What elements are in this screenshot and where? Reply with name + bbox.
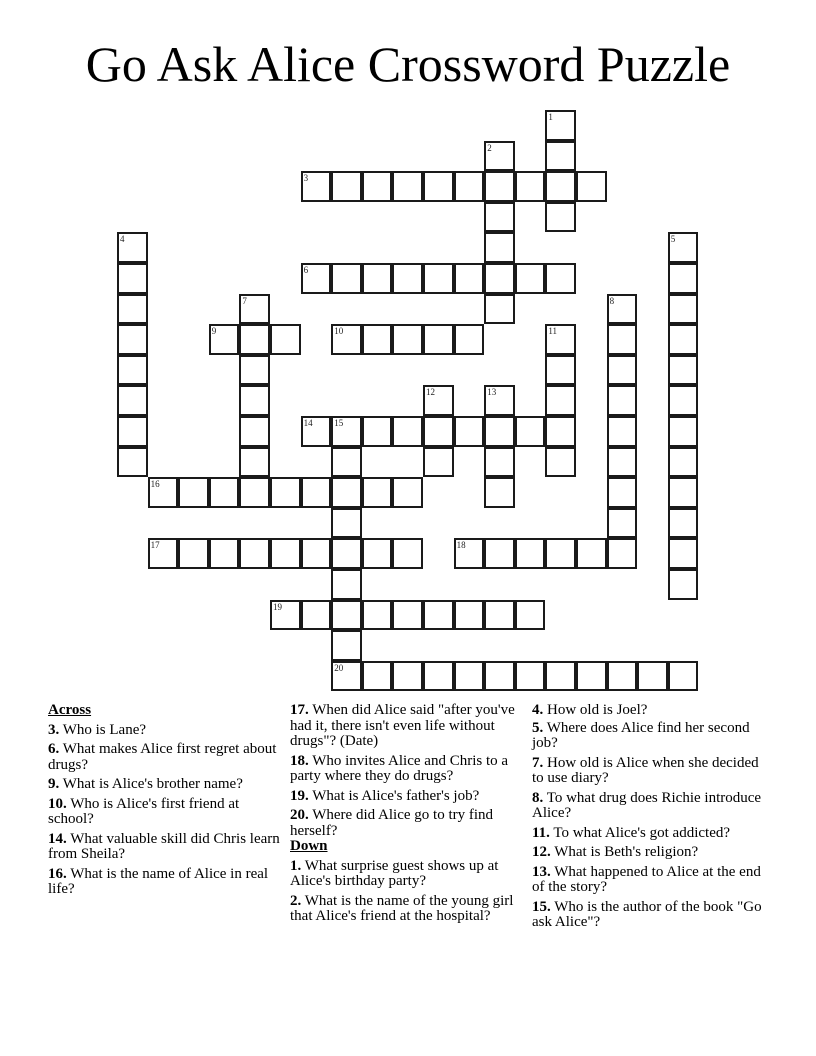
grid-cell[interactable] <box>454 324 485 355</box>
grid-cell[interactable] <box>331 600 362 631</box>
grid-cell[interactable] <box>270 324 301 355</box>
grid-cell[interactable] <box>209 477 240 508</box>
grid-cell[interactable] <box>270 538 301 569</box>
grid-cell[interactable] <box>392 171 423 202</box>
grid-cell[interactable] <box>545 447 576 478</box>
clue-down-4: 4. How old is Joel? <box>532 702 648 718</box>
grid-cell[interactable] <box>545 661 576 692</box>
grid-cell[interactable] <box>515 263 546 294</box>
grid-cell[interactable] <box>454 263 485 294</box>
crossword-grid <box>117 110 729 692</box>
grid-cell[interactable] <box>515 538 546 569</box>
grid-cell[interactable] <box>117 355 148 386</box>
grid-cell[interactable] <box>362 538 393 569</box>
clue-across-20: 20. Where did Alice go to try find herself? <box>290 807 494 839</box>
grid-cell[interactable] <box>423 171 454 202</box>
grid-cell[interactable] <box>484 171 515 202</box>
grid-cell[interactable] <box>576 538 607 569</box>
grid-cell[interactable] <box>484 232 515 263</box>
clue-down-7: 7. How old is Alice when she decided to use diary? <box>532 754 759 786</box>
grid-cell[interactable] <box>117 294 148 325</box>
cell-number: 20 <box>334 662 344 673</box>
grid-cell[interactable] <box>576 171 607 202</box>
grid-cell[interactable] <box>484 263 515 294</box>
grid-cell[interactable] <box>117 416 148 447</box>
grid-cell[interactable] <box>331 508 362 539</box>
cell-number: 10 <box>334 326 344 337</box>
grid-cell[interactable] <box>545 355 576 386</box>
grid-cell[interactable] <box>117 447 148 478</box>
across-heading: Across <box>48 702 92 718</box>
down-heading: Down <box>290 838 328 854</box>
grid-cell[interactable] <box>484 141 515 172</box>
grid-cell[interactable] <box>117 263 148 294</box>
grid-cell[interactable] <box>545 141 576 172</box>
grid-cell[interactable] <box>607 661 638 692</box>
grid-cell[interactable] <box>239 538 270 569</box>
cell-number: 15 <box>334 418 344 428</box>
grid-cell[interactable] <box>668 538 699 569</box>
grid-cell[interactable] <box>668 355 699 386</box>
grid-cell[interactable] <box>454 416 485 447</box>
grid-cell[interactable] <box>117 385 148 416</box>
grid-cell[interactable] <box>515 416 546 447</box>
grid-cell[interactable] <box>362 661 393 692</box>
grid-cell[interactable] <box>178 538 209 569</box>
grid-cell[interactable] <box>545 385 576 416</box>
grid-cell[interactable] <box>392 324 423 355</box>
grid-cell[interactable] <box>392 477 423 508</box>
clue-across-9: 9. What is Alice's brother name? <box>48 776 243 792</box>
clue-down-2: 2. What is the name of the young girl that Alice's friend at the hospital? <box>290 892 514 924</box>
page-title: Go Ask Alice Crossword Puzzle <box>85 36 731 92</box>
grid-cell[interactable] <box>668 416 699 447</box>
grid-cell[interactable] <box>362 600 393 631</box>
grid-cell[interactable] <box>484 416 515 447</box>
cell-number: 1 <box>548 112 553 122</box>
grid-cell[interactable] <box>668 508 699 539</box>
grid-cell[interactable] <box>392 263 423 294</box>
clue-down-8: 8. To what drug does Richie introduce Alice? <box>532 789 762 821</box>
grid-cell[interactable] <box>576 661 607 692</box>
cell-number: 11 <box>548 326 558 337</box>
clues-column-2 <box>290 703 526 929</box>
grid-cell[interactable] <box>117 232 148 263</box>
grid-cell[interactable] <box>545 110 576 141</box>
cell-number: 4 <box>120 234 125 245</box>
grid-cell[interactable] <box>484 600 515 631</box>
grid-cell[interactable] <box>668 294 699 325</box>
clue-down-15: 15. Who is the author of the book "Go ask Alice"? <box>532 898 762 930</box>
grid-cell[interactable] <box>454 538 485 569</box>
grid-cell[interactable] <box>545 324 576 355</box>
grid-cell[interactable] <box>331 324 362 355</box>
grid-cell[interactable] <box>484 294 515 325</box>
grid-cell[interactable] <box>331 416 362 447</box>
grid-cell[interactable] <box>668 324 699 355</box>
grid-cell[interactable] <box>331 477 362 508</box>
grid-cell[interactable] <box>515 171 546 202</box>
clue-across-3: 3. Who is Lane? <box>48 721 147 738</box>
grid-cell[interactable] <box>331 538 362 569</box>
clue-across-17: 17. When did Alice said "after you've had it, there isn't even life without drugs"? (Date) <box>290 702 515 749</box>
clue-across-16: 16. What is the name of Alice in real life? <box>48 865 269 897</box>
cell-number: 18 <box>456 540 466 551</box>
grid-cell[interactable] <box>209 324 240 355</box>
grid-cell[interactable] <box>668 661 699 692</box>
grid-cell[interactable] <box>362 477 393 508</box>
cell-number: 7 <box>242 295 247 306</box>
clue-across-18: 18. Who invites Alice and Chris to a party where they do drugs? <box>290 752 509 784</box>
cell-number: 2 <box>487 142 492 153</box>
grid-cell[interactable] <box>301 477 332 508</box>
grid-cell[interactable] <box>607 385 638 416</box>
grid-cell[interactable] <box>270 600 301 631</box>
grid-cell[interactable] <box>423 324 454 355</box>
grid-cell[interactable] <box>484 477 515 508</box>
grid-cell[interactable] <box>392 600 423 631</box>
grid-cell[interactable] <box>301 171 332 202</box>
grid-cell[interactable] <box>362 171 393 202</box>
clue-down-13: 13. What happened to Alice at the end of the story? <box>532 863 761 895</box>
cell-number: 13 <box>487 387 497 398</box>
grid-cell[interactable] <box>607 324 638 355</box>
clue-across-10: 10. Who is Alice's first friend at school? <box>48 795 240 827</box>
cell-number: 5 <box>670 234 676 245</box>
grid-cell[interactable] <box>239 416 270 447</box>
grid-cell[interactable] <box>668 385 699 416</box>
grid-cell[interactable] <box>484 202 515 233</box>
grid-cell[interactable] <box>239 477 270 508</box>
clue-across-19: 19. What is Alice's father's job? <box>290 787 480 804</box>
grid-cell[interactable] <box>362 416 393 447</box>
grid-cell[interactable] <box>545 202 576 233</box>
grid-cell[interactable] <box>423 385 454 416</box>
grid-cell[interactable] <box>607 538 638 569</box>
grid-cell[interactable] <box>301 600 332 631</box>
grid-cell[interactable] <box>239 324 270 355</box>
grid-cell[interactable] <box>454 661 485 692</box>
grid-cell[interactable] <box>392 661 423 692</box>
grid-cell[interactable] <box>637 661 668 692</box>
cell-number: 16 <box>150 479 160 490</box>
grid-cell[interactable] <box>668 569 699 600</box>
clues-column-3 <box>532 703 768 935</box>
grid-cell[interactable] <box>392 538 423 569</box>
grid-cell[interactable] <box>331 171 362 202</box>
grid-cell[interactable] <box>668 447 699 478</box>
grid-cell[interactable] <box>362 324 393 355</box>
grid-cell[interactable] <box>239 385 270 416</box>
cell-number: 6 <box>303 265 309 275</box>
grid-cell[interactable] <box>148 477 179 508</box>
clues-column-1 <box>48 703 280 902</box>
clue-down-12: 12. What is Beth's religion? <box>532 844 699 860</box>
grid-cell[interactable] <box>423 661 454 692</box>
cell-number: 3 <box>303 173 309 184</box>
grid-cell[interactable] <box>484 385 515 416</box>
grid-cell[interactable] <box>423 263 454 294</box>
cell-number: 8 <box>609 295 615 306</box>
grid-cell[interactable] <box>607 416 638 447</box>
grid-cell[interactable] <box>423 447 454 478</box>
clue-down-1: 1. What surprise guest shows up at Alice's birthday party? <box>290 857 499 889</box>
cell-number: 14 <box>303 418 313 428</box>
grid-cell[interactable] <box>545 416 576 447</box>
grid-cell[interactable] <box>545 171 576 202</box>
grid-cell[interactable] <box>301 416 332 447</box>
grid-cell[interactable] <box>484 538 515 569</box>
grid-cell[interactable] <box>668 232 699 263</box>
grid-cell[interactable] <box>484 447 515 478</box>
grid-cell[interactable] <box>270 477 301 508</box>
cell-number: 12 <box>426 387 435 398</box>
grid-cell[interactable] <box>484 661 515 692</box>
clue-across-6: 6. What makes Alice first regret about drugs? <box>48 741 277 773</box>
grid-cell[interactable] <box>515 661 546 692</box>
grid-cell[interactable] <box>515 600 546 631</box>
grid-cell[interactable] <box>362 263 393 294</box>
grid-cell[interactable] <box>668 477 699 508</box>
grid-cell[interactable] <box>331 569 362 600</box>
grid-cell[interactable] <box>545 263 576 294</box>
cell-number: 17 <box>150 540 160 551</box>
grid-cell[interactable] <box>209 538 240 569</box>
grid-cell[interactable] <box>423 600 454 631</box>
grid-cell[interactable] <box>148 538 179 569</box>
cell-number: 9 <box>211 326 217 337</box>
grid-cell[interactable] <box>331 661 362 692</box>
grid-cell[interactable] <box>607 508 638 539</box>
clue-down-5: 5. Where does Alice find her second job? <box>532 719 750 751</box>
cell-number: 19 <box>273 601 282 612</box>
grid-cell[interactable] <box>454 171 485 202</box>
grid-cell[interactable] <box>239 355 270 386</box>
grid-cell[interactable] <box>607 294 638 325</box>
grid-cell[interactable] <box>607 477 638 508</box>
grid-cell[interactable] <box>178 477 209 508</box>
clue-down-11: 11. To what Alice's got addicted? <box>532 824 731 841</box>
grid-cell[interactable] <box>331 447 362 478</box>
grid-cell[interactable] <box>301 263 332 294</box>
grid-cell[interactable] <box>239 447 270 478</box>
grid-cell[interactable] <box>331 263 362 294</box>
clue-across-14: 14. What valuable skill did Chris learn from Sheila? <box>48 830 280 862</box>
grid-cell[interactable] <box>331 630 362 661</box>
grid-cell[interactable] <box>607 355 638 386</box>
grid-cell[interactable] <box>117 324 148 355</box>
grid-cell[interactable] <box>239 294 270 325</box>
grid-cell[interactable] <box>454 600 485 631</box>
grid-cell[interactable] <box>607 447 638 478</box>
grid-cell[interactable] <box>668 263 699 294</box>
grid-cell[interactable] <box>545 538 576 569</box>
grid-cell[interactable] <box>392 416 423 447</box>
grid-cell[interactable] <box>301 538 332 569</box>
grid-cell[interactable] <box>423 416 454 447</box>
